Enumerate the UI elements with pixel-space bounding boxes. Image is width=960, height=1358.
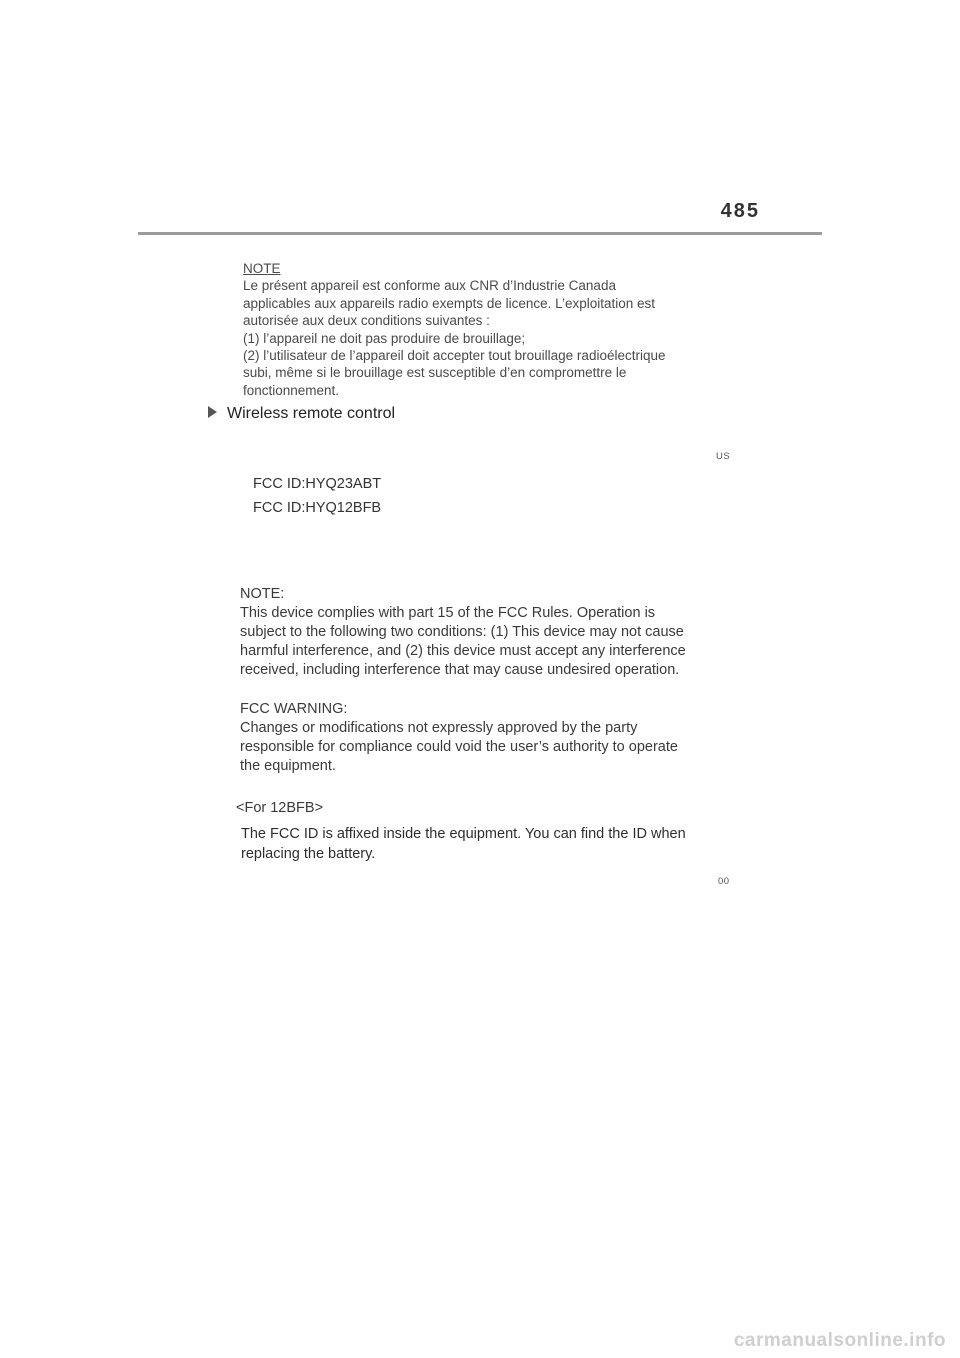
ic-note-line: Le présent appareil est conforme aux CNR d’Industrie Canada bbox=[243, 278, 616, 294]
ic-note-line: applicables aux appareils radio exempts de licence. L’exploitation est bbox=[243, 295, 656, 311]
header-rule bbox=[138, 232, 822, 235]
fcc-location-line: The FCC ID is affixed inside the equipment. You can find the ID when bbox=[241, 826, 686, 842]
fcc-id: FCC ID:HYQ23ABT bbox=[253, 476, 382, 492]
fcc-id-list bbox=[253, 472, 381, 520]
fcc-note-line: received, including interference that may cause undesired operation. bbox=[240, 662, 680, 678]
fcc-note-line: harmful interference, and (2) this device must accept any interference bbox=[240, 643, 686, 659]
fcc-note-line: subject to the following two conditions: (1) This device may not cause bbox=[240, 624, 684, 640]
fcc-note bbox=[240, 585, 740, 680]
ic-note-line: autorisée aux deux conditions suivantes : bbox=[243, 313, 490, 329]
ic-note-line: (1) l’appareil ne doit pas produire de brouillage; bbox=[243, 330, 526, 346]
ic-note-line: fonctionnement. bbox=[243, 382, 340, 398]
region-code-bottom: 00 bbox=[718, 876, 730, 887]
triangle-right-icon bbox=[208, 406, 217, 418]
watermark: carmanualsonline.info bbox=[733, 1330, 946, 1351]
fcc-id: FCC ID:HYQ12BFB bbox=[253, 500, 382, 516]
fcc-note-line: This device complies with part 15 of the FCC Rules. Operation is bbox=[240, 605, 656, 621]
fcc-location-line: replacing the battery. bbox=[241, 846, 376, 862]
fcc-warning bbox=[240, 700, 740, 776]
region-code-top: US bbox=[716, 451, 731, 462]
section-heading bbox=[208, 405, 395, 423]
fcc-warning-line: the equipment. bbox=[240, 758, 336, 774]
ic-note-line: subi, même si le brouillage est susceptible d’en compromettre le bbox=[243, 365, 627, 381]
model-label: <For 12BFB> bbox=[236, 800, 324, 816]
ic-note bbox=[243, 260, 723, 399]
page-number: 485 bbox=[720, 200, 760, 222]
fcc-warning-line: Changes or modifications not expressly approved by the party bbox=[240, 720, 638, 736]
fcc-location-note bbox=[241, 824, 686, 864]
fcc-warning-line: responsible for compliance could void the user’s authority to operate bbox=[240, 739, 678, 755]
section-heading-text: Wireless remote control bbox=[227, 405, 396, 422]
ic-note-title: NOTE bbox=[243, 261, 281, 276]
fcc-note-title: NOTE: bbox=[240, 586, 285, 602]
fcc-warning-title: FCC WARNING: bbox=[240, 701, 348, 717]
ic-note-line: (2) l’utilisateur de l’appareil doit accepter tout brouillage radioélectrique bbox=[243, 348, 666, 364]
